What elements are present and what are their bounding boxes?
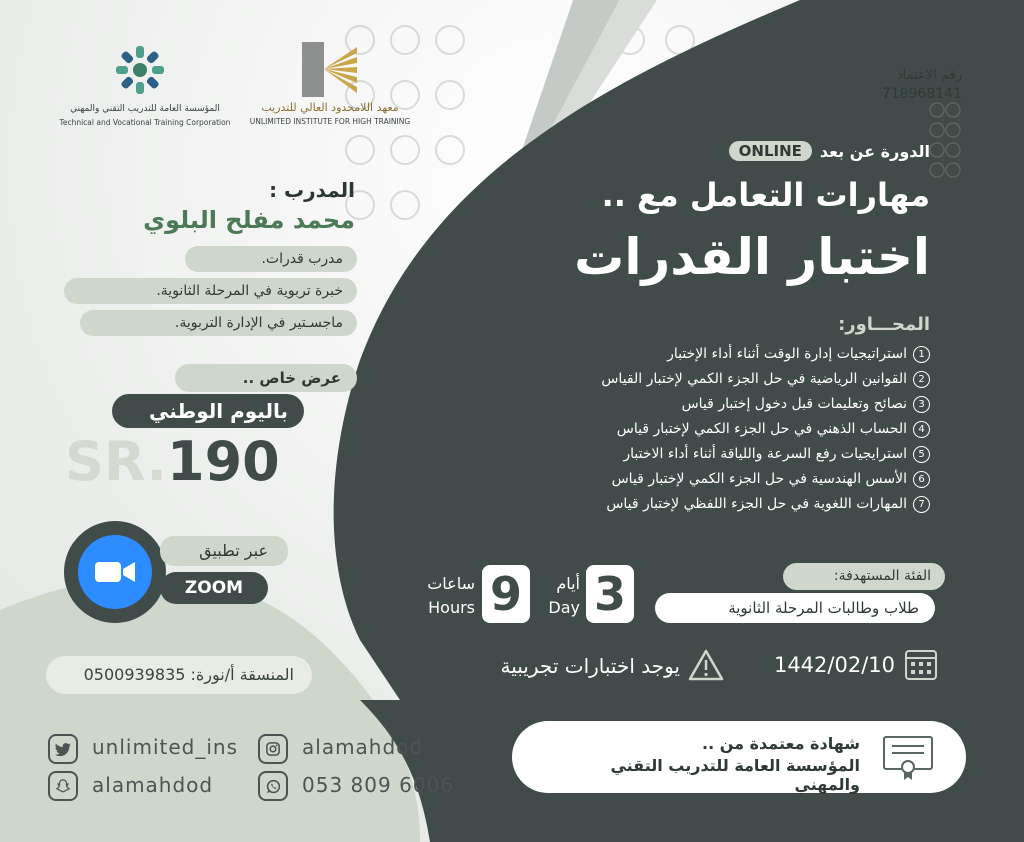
target-label: الفئة المستهدفة: xyxy=(783,563,945,590)
corporation-name-en: Technical and Vocational Training Corporation xyxy=(59,118,231,127)
trainer-label: المدرب : xyxy=(269,178,355,202)
topic-text: الأسس الهندسية في حل الجزء الكمي لإختبار قياس xyxy=(611,471,907,487)
offer-label: عرض خاص .. xyxy=(175,364,357,392)
list-item xyxy=(470,417,930,442)
certificate-icon xyxy=(882,735,934,781)
hours-number: 9 xyxy=(482,565,530,623)
certificate-line2: المؤسسة العامة للتدريب التقني والمهني xyxy=(610,756,860,794)
course-title-line1: مهارات التعامل مع .. xyxy=(601,176,930,214)
list-item xyxy=(470,367,930,392)
accreditation-number: 718968141 xyxy=(881,86,962,102)
days-number: 3 xyxy=(586,565,634,623)
price-value: 190 xyxy=(167,430,280,493)
topic-text: استراتيجيات إدارة الوقت أثناء أداء الإختبار xyxy=(667,346,907,362)
topic-number: 1 xyxy=(913,346,930,363)
trainer-credential: ماجسـتير في الإدارة التربوية. xyxy=(80,310,357,336)
warning-icon xyxy=(688,648,724,682)
trainer-name: محمد مفلح البلوي xyxy=(143,206,355,234)
app-name: ZOOM xyxy=(160,572,268,604)
video-camera-icon xyxy=(95,560,135,584)
trainer-credential: مدرب قدرات. xyxy=(185,246,357,272)
twitter-handle[interactable]: unlimited_ins xyxy=(92,735,238,759)
corporation-logo xyxy=(110,40,170,100)
accreditation-label: رقم الاعتماد xyxy=(896,68,962,83)
course-date: 1442/02/10 xyxy=(773,653,895,677)
topic-text: نصائح وتعليمات قبل دخول إختبار قياس xyxy=(681,396,907,412)
zoom-app-icon xyxy=(78,535,152,609)
topic-number: 4 xyxy=(913,421,930,438)
hours-label-en: Hours xyxy=(428,598,475,617)
days-label-en: Day xyxy=(548,598,580,617)
institute-logo xyxy=(302,42,357,97)
topic-text: القوانين الرياضية في حل الجزء الكمي لإختبار القياس xyxy=(601,371,907,387)
topic-text: المهارات اللغوية في حل الجزء اللفظي لإختبار قياس xyxy=(606,496,907,512)
twitter-icon[interactable] xyxy=(48,734,78,764)
snapchat-handle[interactable]: alamahdod xyxy=(92,773,214,797)
topics-list xyxy=(470,342,930,517)
list-item xyxy=(470,492,930,517)
topic-number: 3 xyxy=(913,396,930,413)
topic-number: 6 xyxy=(913,471,930,488)
remote-course-line xyxy=(700,139,930,163)
course-title-line2: اختبار القدرات xyxy=(574,228,930,286)
target-value: طلاب وطالبات المرحلة الثانوية xyxy=(655,593,935,623)
price-currency: SR. xyxy=(65,430,167,493)
topic-number: 2 xyxy=(913,371,930,388)
hours-label-ar: ساعات xyxy=(427,574,475,593)
whatsapp-number[interactable]: 053 809 6006 xyxy=(302,773,454,797)
topics-header: المحـــاور: xyxy=(838,314,930,335)
list-item xyxy=(470,392,930,417)
remote-prefix: الدورة عن بعد xyxy=(819,141,930,161)
topic-text: الحساب الذهني في حل الجزء الكمي لإختبار قياس xyxy=(616,421,907,437)
app-via-label: عبر تطبيق xyxy=(160,536,288,566)
topic-number: 7 xyxy=(913,496,930,513)
list-item xyxy=(470,342,930,367)
online-badge: ONLINE xyxy=(729,141,812,161)
list-item xyxy=(470,442,930,467)
calendar-icon xyxy=(904,647,938,681)
practice-tests-text: يوجد اختبارات تجريبية xyxy=(500,654,680,678)
topic-number: 5 xyxy=(913,446,930,463)
institute-name-ar: معهد اللامحدود العالي للتدريب xyxy=(261,101,399,114)
institute-name-en: UNLIMITED INSTITUTE FOR HIGH TRAINING xyxy=(249,117,411,126)
trainer-credential: خبرة تربوية في المرحلة الثانوية. xyxy=(64,278,357,304)
decorative-dots xyxy=(925,100,965,195)
days-label-ar: أيام xyxy=(556,574,580,593)
coordinator-contact: المنسقة أ/نورة: 0500939835 xyxy=(46,656,312,694)
whatsapp-icon[interactable] xyxy=(258,771,288,801)
topic-text: استرايجيات رفع السرعة واللياقة أثناء أداء الاختبار xyxy=(623,446,907,462)
corporation-name-ar: المؤسسة العامة للتدريب التقني والمهني xyxy=(70,104,220,114)
instagram-icon[interactable] xyxy=(258,734,288,764)
snapchat-icon[interactable] xyxy=(48,771,78,801)
certificate-line1: شهادة معتمدة من .. xyxy=(701,734,860,753)
list-item xyxy=(470,467,930,492)
instagram-handle[interactable]: alamahdod xyxy=(302,735,424,759)
price-display xyxy=(65,430,300,494)
offer-occasion: باليوم الوطني xyxy=(112,394,304,428)
